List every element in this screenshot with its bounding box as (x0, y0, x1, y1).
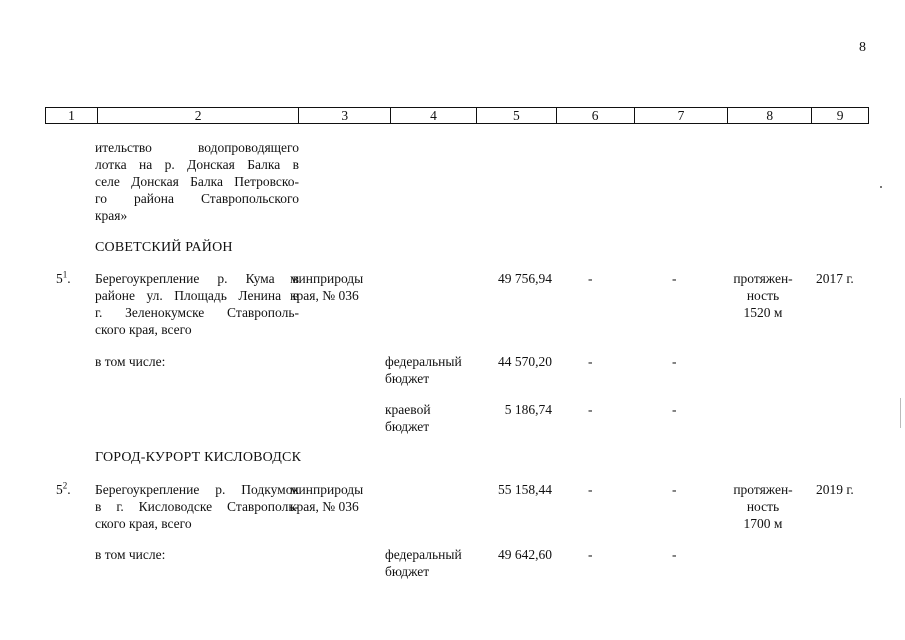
col6-value: - (588, 547, 593, 562)
table-header-row (45, 107, 869, 124)
continuation-line: селе Донская Балка Петровско- (95, 174, 299, 189)
continuation-text (95, 139, 299, 224)
funding-source: краевой бюджет (385, 402, 431, 434)
header-col-8: 8 (728, 108, 812, 123)
funding-source: федеральный бюджет (385, 547, 462, 579)
object-name-line: Берегоукрепление р. Кума в (95, 271, 299, 286)
customer (290, 270, 363, 304)
customer (290, 481, 363, 515)
col6-value: - (588, 482, 593, 497)
header-col-1: 1 (46, 108, 98, 123)
customer-line: края, № 036 (290, 288, 359, 303)
amount: 55 158,44 (498, 482, 552, 497)
year: 2019 г. (816, 482, 854, 497)
capacity: протяжен- ность 1520 м (733, 271, 793, 320)
col7-value: - (672, 271, 677, 286)
sub-amount: 5 186,74 (504, 402, 552, 417)
header-col-5: 5 (477, 108, 557, 123)
capacity: протяжен- ность 1700 м (733, 482, 793, 531)
customer-line: минприроды (290, 271, 364, 286)
col7-value: - (672, 547, 677, 562)
sub-amount: 44 570,20 (498, 354, 552, 369)
col6-value: - (588, 271, 593, 286)
page-number: 8 (859, 40, 866, 55)
header-col-6: 6 (557, 108, 635, 123)
col6-value: - (588, 402, 593, 417)
object-name-line: ского края, всего (95, 516, 192, 531)
object-name-line: Берегоукрепление р. Подкумок (95, 482, 299, 497)
object-name (95, 270, 299, 338)
sub-label: в том числе: (95, 354, 166, 369)
continuation-line: ительство водопроводящего (95, 140, 299, 155)
col7-value: - (672, 482, 677, 497)
customer-line: минприроды (290, 482, 364, 497)
object-name-line: г. Зеленокумске Ставрополь- (95, 305, 299, 320)
object-name-line: в г. Кисловодске Ставрополь- (95, 499, 299, 514)
year: 2017 г. (816, 271, 854, 286)
amount: 49 756,94 (498, 271, 552, 286)
header-col-7: 7 (635, 108, 729, 123)
header-col-2: 2 (98, 108, 300, 123)
col6-value: - (588, 354, 593, 369)
object-name-line: районе ул. Площадь Ленина в (95, 288, 299, 303)
continuation-line: лотка на р. Донская Балка в (95, 157, 299, 172)
continuation-line: края» (95, 208, 128, 223)
header-col-9: 9 (836, 108, 844, 123)
scan-speck (880, 186, 882, 188)
sub-amount: 49 642,60 (498, 547, 552, 562)
section-title: СОВЕТСКИЙ РАЙОН (95, 240, 233, 255)
header-col-4: 4 (391, 108, 477, 123)
col7-value: - (672, 402, 677, 417)
object-name-line: ского края, всего (95, 322, 192, 337)
continuation-line: го района Ставропольского (95, 191, 299, 206)
section-title: ГОРОД-КУРОРТ КИСЛОВОДСК (95, 450, 302, 465)
row-number: $5^1$. (56, 269, 71, 286)
scan-speck (900, 398, 901, 428)
funding-source: федеральный бюджет (385, 354, 462, 386)
col7-value: - (672, 354, 677, 369)
header-col-3: 3 (299, 108, 391, 123)
customer-line: края, № 036 (290, 499, 359, 514)
object-name (95, 481, 299, 532)
row-number: $5^2$. (56, 480, 71, 497)
sub-label: в том числе: (95, 547, 166, 562)
